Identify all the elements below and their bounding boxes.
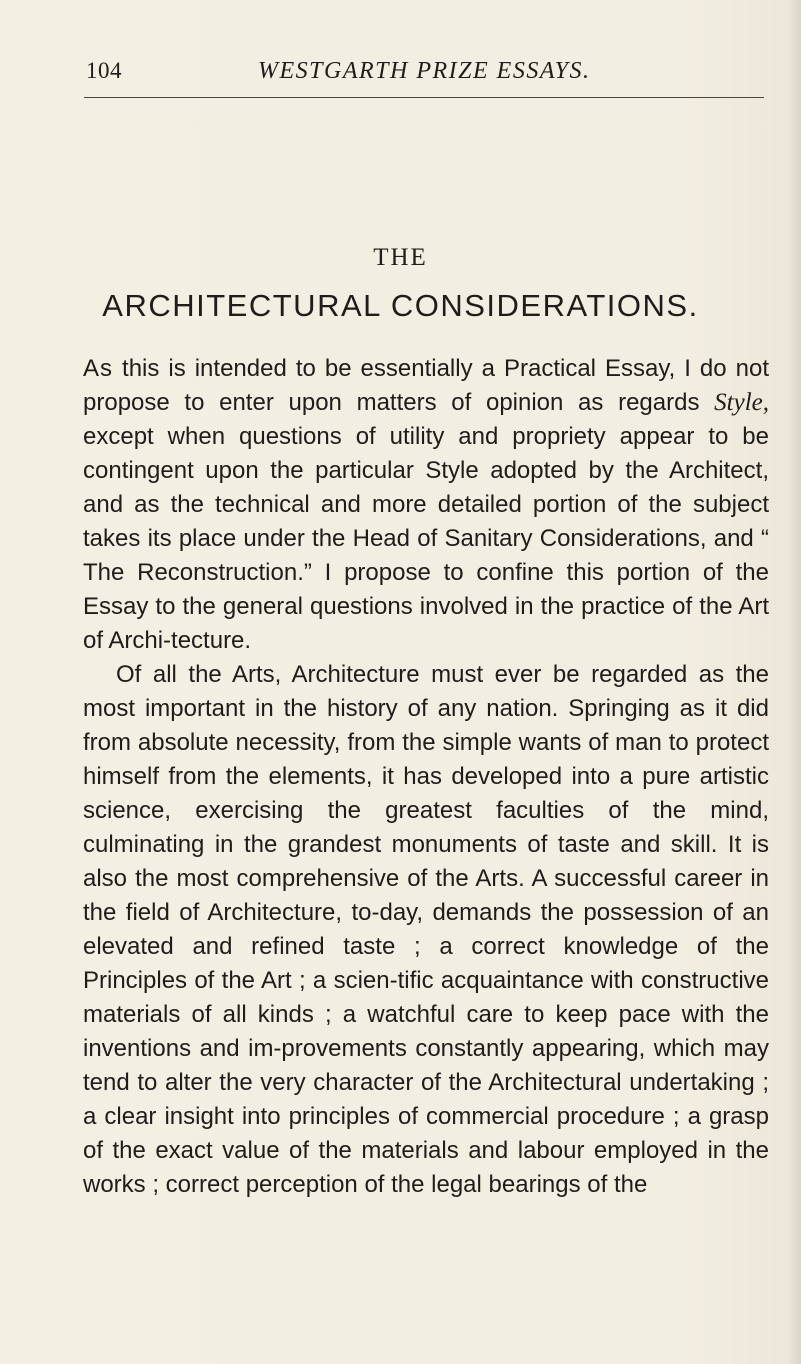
page-number: 104 <box>86 58 122 83</box>
running-title: WESTGARTH PRIZE ESSAYS. <box>258 58 591 84</box>
paragraph-1 <box>83 352 769 658</box>
paragraph-1-text-b: except when questions of utility and propriety appear to be contingent upon the particular Style adopted by the Architect, and as the technical and more detailed portion of the subject takes its place under the Head of Sanitary Considerations, and “ The Reconstruction.” I propose to confine this portion of the Essay to the general questions involved in the practice of the Art of Archi-tecture. <box>83 423 769 654</box>
paragraph-lead-word: As <box>83 355 114 382</box>
italic-term-style: Style, <box>714 389 769 416</box>
chapter-title: ARCHITECTURAL CONSIDERATIONS. <box>102 288 699 323</box>
paragraph-1-text-a: this is intended to be essentially a Practical Essay, I do not propose to enter upon matters of opinion as regards <box>83 355 769 416</box>
chapter-pre-title: THE <box>373 244 428 271</box>
running-header <box>84 58 774 98</box>
essay-body <box>83 352 769 1202</box>
paragraph-2: Of all the Arts, Architecture must ever be regarded as the most important in the history of any nation. Springing as it did from absolute necessity, from the simple wants of man to protect himself from the elements, it has developed into a pure artistic science, exercising the greatest faculties of the mind, culminating in the grandest monuments of taste and skill. It is also the most comprehensive of the Arts. A successful career in the field of Architecture, to-day, demands the possession of an elevated and refined taste ; a correct knowledge of the Principles of the Art ; a scien-tific acquaintance with constructive materials of all kinds ; a watchful care to keep pace with the inventions and im-provements constantly appearing, which may tend to alter the very character of the Architectural undertaking ; a clear insight into principles of commercial procedure ; a grasp of the exact value of the materials and labour employed in the works ; correct perception of the legal bearings of the <box>83 661 769 1198</box>
header-rule <box>84 97 764 98</box>
chapter-heading <box>0 240 801 326</box>
page-edge-shadow <box>787 0 801 1364</box>
